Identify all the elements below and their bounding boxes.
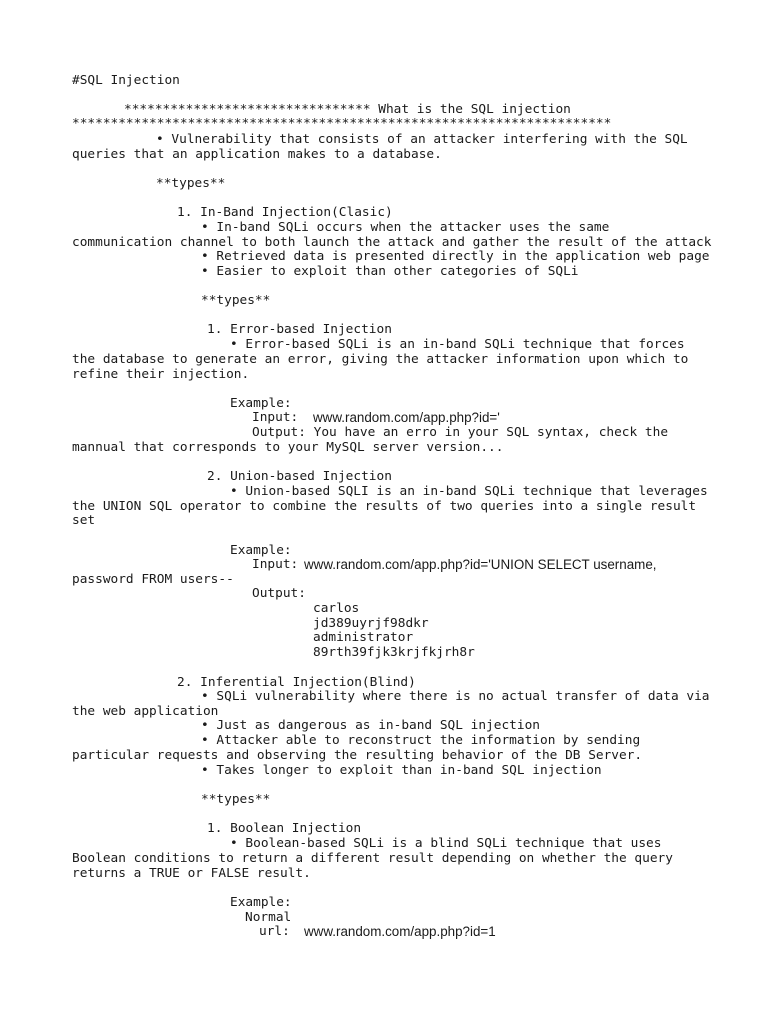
- inferential-bullet-cont: the web application: [72, 704, 219, 719]
- inferential-title: 2. Inferential Injection(Blind): [177, 675, 416, 690]
- example-input-cont: password FROM users--: [72, 572, 234, 587]
- intro-bullet-cont: queries that an application makes to a database.: [72, 147, 442, 162]
- example-output: Output: You have an erro in your SQL syntax, check the: [252, 425, 669, 440]
- inband-title: 1. In-Band Injection(Clasic): [177, 205, 393, 220]
- inferential-bullet: • Attacker able to reconstruct the information by sending: [201, 733, 641, 748]
- boolean-bullet: • Boolean-based SQLi is a blind SQLi technique that uses: [230, 836, 662, 851]
- example-input-label: Input:: [252, 557, 299, 572]
- doc-heading: #SQL Injection: [72, 73, 180, 88]
- inferential-bullet: • Takes longer to exploit than in-band SQL injection: [201, 763, 602, 778]
- inferential-types-label: **types**: [201, 792, 271, 807]
- section-title: ******************************** What is the SQL injection: [124, 102, 571, 117]
- output-row: administrator: [313, 630, 414, 645]
- example-label: Example:: [230, 396, 292, 411]
- example-label: Example:: [230, 895, 292, 910]
- example-input-label: Input:: [252, 410, 299, 425]
- union-based-title: 2. Union-based Injection: [207, 469, 392, 484]
- output-row: jd389uyrjf98dkr: [313, 616, 429, 631]
- example-output-label: Output:: [252, 586, 306, 601]
- output-row: 89rth39fjk3krjfkjrh8r: [313, 645, 475, 660]
- error-based-bullet-cont: the database to generate an error, giving the attacker information upon which to: [72, 352, 689, 367]
- union-based-bullet-cont: the UNION SQL operator to combine the results of two queries into a single result: [72, 499, 697, 514]
- union-based-bullet: • Union-based SQLI is an in-band SQLi technique that leverages: [230, 484, 708, 499]
- intro-bullet: • Vulnerability that consists of an attacker interfering with the SQL: [156, 132, 688, 147]
- boolean-title: 1. Boolean Injection: [207, 821, 362, 836]
- boolean-bullet-cont: returns a TRUE or FALSE result.: [72, 866, 311, 881]
- error-based-bullet: • Error-based SQLi is an in-band SQLi technique that forces: [230, 337, 685, 352]
- example-normal-label: Normal: [245, 910, 292, 925]
- inferential-bullet: • Just as dangerous as in-band SQL injection: [201, 718, 540, 733]
- output-row: carlos: [313, 601, 360, 616]
- example-output-cont: mannual that corresponds to your MySQL server version...: [72, 440, 504, 455]
- inferential-bullet: • SQLi vulnerability where there is no actual transfer of data via: [201, 689, 710, 704]
- section-rule: **********************************************************************: [72, 116, 612, 131]
- union-based-bullet-cont: set: [72, 513, 96, 528]
- boolean-bullet-cont: Boolean conditions to return a different result depending on whether the query: [72, 851, 673, 866]
- example-input-value: www.random.com/app.php?id=': [313, 410, 500, 425]
- example-input-value: www.random.com/app.php?id='UNION SELECT username,: [304, 557, 657, 572]
- inband-bullet-cont: communication channel to both launch the attack and gather the result of the attack: [72, 235, 712, 250]
- inband-bullet: • In-band SQLi occurs when the attacker uses the same: [201, 220, 610, 235]
- inband-types-label: **types**: [201, 293, 271, 308]
- error-based-bullet-cont: refine their injection.: [72, 367, 250, 382]
- inband-bullet: • Easier to exploit than other categories of SQLi: [201, 264, 579, 279]
- types-label: **types**: [156, 176, 226, 191]
- error-based-title: 1. Error-based Injection: [207, 322, 392, 337]
- example-url-value: www.random.com/app.php?id=1: [304, 924, 496, 939]
- example-label: Example:: [230, 543, 292, 558]
- example-url-label: url:: [259, 924, 290, 939]
- inferential-bullet-cont: particular requests and observing the resulting behavior of the DB Server.: [72, 748, 643, 763]
- inband-bullet: • Retrieved data is presented directly in the application web page: [201, 249, 710, 264]
